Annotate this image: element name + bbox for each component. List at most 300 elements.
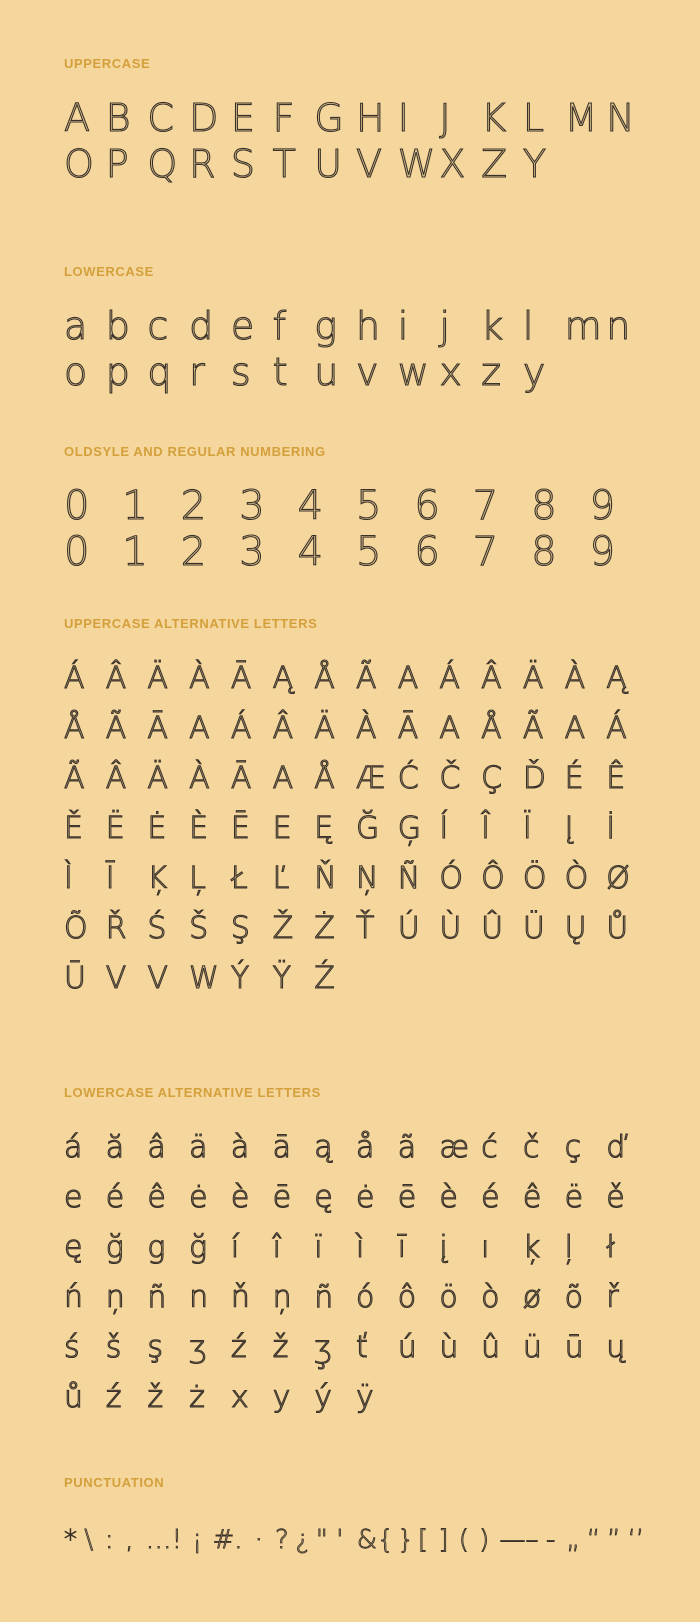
glyph: Ņ [356, 861, 379, 896]
section-uppercase [64, 56, 648, 188]
glyph: N [606, 96, 635, 140]
glyph: Ł [230, 861, 248, 896]
glyph: ! [171, 1525, 183, 1555]
glyph: ē [272, 1180, 292, 1215]
glyph: E [230, 96, 255, 140]
glyph: B [105, 96, 131, 140]
glyph: n [189, 1280, 209, 1315]
glyph: e [230, 304, 255, 348]
glyph: Ā [230, 661, 252, 696]
glyph: 0 [64, 483, 90, 529]
glyph: ç [564, 1130, 582, 1165]
glyph: Î [481, 811, 490, 846]
glyph: Á [606, 711, 627, 746]
glyph: Ū [64, 961, 86, 996]
glyph: T [272, 142, 296, 186]
glyph: ú [397, 1330, 417, 1365]
glyph: Q [147, 142, 178, 186]
glyph: ż [189, 1380, 205, 1415]
glyph: į [439, 1230, 448, 1265]
glyph-row [64, 706, 648, 756]
glyph: z [481, 350, 502, 394]
glyph: ž [272, 1330, 289, 1365]
glyph: Ř [105, 911, 127, 946]
glyph: … [145, 1525, 172, 1555]
glyph: À [189, 761, 210, 796]
glyph: Ü [522, 911, 545, 946]
glyph: i [397, 304, 409, 348]
glyph: Ï [522, 811, 532, 846]
glyph: í [230, 1230, 240, 1265]
glyph: F [272, 96, 295, 140]
glyph-row [64, 484, 648, 530]
glyph: V [105, 961, 127, 996]
glyph: ă [105, 1130, 125, 1165]
glyph: H [356, 96, 385, 140]
glyph: R [189, 142, 216, 186]
glyph: Ä [314, 711, 335, 746]
glyph-row [64, 856, 648, 906]
glyph: Ø [606, 861, 630, 896]
glyph: p [105, 350, 130, 394]
glyph: M [564, 96, 598, 140]
glyph: 8 [531, 483, 557, 529]
glyph: ʒ [189, 1330, 207, 1365]
glyph: å [356, 1130, 375, 1165]
glyph: G [314, 96, 344, 140]
glyph: ů [64, 1380, 84, 1415]
glyph: j [439, 304, 450, 348]
glyph: ğ [105, 1230, 124, 1265]
section-label: UPPERCASE ALTERNATIVE LETTERS [64, 616, 318, 631]
glyph: Ä [147, 661, 168, 696]
glyph: ņ [272, 1280, 292, 1315]
glyph: Õ [64, 911, 88, 946]
glyph: Ě [64, 811, 83, 846]
section-label: LOWERCASE ALTERNATIVE LETTERS [64, 1085, 321, 1100]
glyph: ļ [564, 1230, 573, 1265]
glyph: û [481, 1330, 501, 1365]
glyph: 2 [180, 529, 207, 575]
glyph: á [64, 1130, 83, 1165]
glyph: [ [417, 1525, 429, 1555]
glyph: 3 [239, 529, 265, 575]
glyph: Ù [439, 911, 462, 946]
glyph: Ę [314, 811, 334, 846]
glyph: : [104, 1525, 114, 1555]
glyph: Y [522, 142, 547, 186]
glyph: Ā [147, 711, 168, 746]
glyph: À [356, 711, 377, 746]
glyph: a [64, 304, 88, 348]
glyph: Ã [105, 711, 127, 746]
glyph: ı [481, 1230, 490, 1265]
glyph: Ä [147, 761, 168, 796]
glyph: ź [230, 1330, 247, 1365]
glyph: ý [314, 1380, 333, 1415]
glyph: ė [356, 1180, 375, 1215]
glyph: U [314, 142, 343, 186]
glyph: v [356, 350, 379, 394]
glyph: 5 [356, 529, 382, 575]
glyph: d [189, 304, 214, 348]
glyph: Ā [397, 711, 419, 746]
glyph: ] [438, 1525, 449, 1555]
glyph: Á [439, 661, 460, 696]
glyph: “ [586, 1525, 601, 1555]
glyph: 9 [589, 483, 616, 529]
glyph: ä [189, 1130, 208, 1165]
glyph: * [64, 1525, 77, 1555]
glyph: A [439, 711, 460, 746]
glyph: Â [105, 761, 127, 796]
glyph: â [147, 1130, 166, 1165]
glyph: Ì [64, 861, 73, 896]
glyph: î [272, 1230, 281, 1265]
glyph: S [230, 142, 255, 186]
glyph: t [272, 350, 288, 394]
glyph: ł [606, 1230, 615, 1265]
glyph: ų [606, 1330, 626, 1365]
glyph: Ã [522, 711, 544, 746]
glyph: 8 [531, 529, 557, 575]
glyph: D [189, 96, 219, 140]
glyph: ê [522, 1180, 542, 1215]
glyph: 7 [472, 483, 499, 529]
glyph: č [522, 1130, 540, 1165]
section-label: LOWERCASE [64, 264, 154, 279]
glyph: Ķ [147, 861, 168, 896]
glyph: À [564, 661, 586, 696]
glyph: O [64, 142, 94, 186]
glyph: 4 [297, 529, 324, 575]
glyph: À [189, 661, 210, 696]
glyph: é [105, 1180, 125, 1215]
glyph: 4 [297, 483, 324, 529]
glyph: Å [314, 661, 335, 696]
glyph: \ [84, 1525, 94, 1555]
glyph: É [564, 761, 584, 796]
glyph: " [315, 1525, 328, 1555]
glyph: ñ [147, 1280, 167, 1315]
glyph: Ą [606, 661, 627, 696]
glyph-row [64, 1375, 648, 1425]
glyph-row [64, 906, 648, 956]
glyph: A [64, 96, 90, 140]
glyph: ž [147, 1380, 164, 1415]
section-lowercase-alternative-letters [64, 1085, 648, 1425]
glyph: ę [314, 1180, 333, 1215]
glyph: Ó [439, 861, 464, 896]
glyph: Ų [564, 911, 587, 946]
glyph: Ô [481, 861, 505, 896]
glyph: ì [356, 1230, 365, 1265]
glyph: Ë [105, 811, 125, 846]
glyph: # [212, 1525, 235, 1555]
glyph: 3 [239, 483, 265, 529]
glyph: ā [272, 1130, 291, 1165]
glyph: 6 [414, 483, 440, 529]
glyph: Ļ [189, 861, 206, 896]
glyph: ć [481, 1130, 498, 1165]
glyph-row [64, 142, 648, 188]
glyph: Ī [105, 861, 115, 896]
glyph: Ý [230, 961, 250, 996]
glyph: ü [522, 1330, 542, 1365]
glyph: ń [64, 1280, 84, 1315]
glyph: P [105, 142, 129, 186]
glyph: Ò [564, 861, 589, 896]
glyph: ē [397, 1180, 417, 1215]
glyph: — [499, 1525, 526, 1555]
glyph: Ğ [356, 811, 380, 846]
glyph: š [105, 1330, 122, 1365]
glyph-row [64, 1275, 648, 1325]
glyph: ą [314, 1130, 333, 1165]
glyph: q [147, 350, 172, 394]
sections-container [64, 56, 648, 1569]
glyph: Į [564, 811, 574, 846]
glyph: g [147, 1230, 166, 1265]
glyph-row [64, 806, 648, 856]
glyph: Å [481, 711, 502, 746]
glyph: w [397, 350, 429, 394]
glyph: ş [147, 1330, 164, 1365]
glyph: L [522, 96, 545, 140]
glyph: ě [606, 1180, 625, 1215]
glyph: X [439, 142, 466, 186]
glyph-row [64, 350, 648, 396]
glyph: ' [336, 1525, 344, 1555]
glyph: Á [64, 661, 85, 696]
glyph: E [272, 811, 292, 846]
glyph: Ÿ [272, 961, 291, 996]
glyph: İ [606, 811, 616, 846]
glyph: ÿ [356, 1380, 374, 1415]
glyph: n [606, 304, 631, 348]
glyph: 1 [122, 483, 148, 529]
glyph: Ā [230, 761, 252, 796]
glyph: W [189, 961, 219, 996]
glyph: ‘’ [627, 1525, 645, 1555]
glyph-row [64, 1125, 648, 1175]
glyph: Å [314, 761, 335, 796]
glyph-row [64, 96, 648, 142]
glyph: Ą [272, 661, 294, 696]
glyph: J [439, 96, 451, 140]
glyph: Ľ [272, 861, 290, 896]
glyph: W [397, 142, 436, 186]
glyph: h [356, 304, 381, 348]
glyph: ø [522, 1280, 542, 1315]
glyph: ” [607, 1525, 621, 1555]
section-uppercase-alternative-letters [64, 616, 648, 1006]
glyph: ¿ [295, 1525, 310, 1555]
glyph-row [64, 1515, 648, 1569]
glyph-row [64, 956, 648, 1006]
glyph: A [189, 711, 210, 746]
glyph: ö [439, 1280, 458, 1315]
glyph: ë [564, 1180, 584, 1215]
glyph: Ż [314, 911, 335, 946]
glyph: Ť [356, 911, 375, 946]
glyph: Ú [397, 911, 420, 946]
glyph: . [234, 1525, 243, 1555]
glyph: Â [481, 661, 502, 696]
section-label: UPPERCASE [64, 56, 151, 71]
glyph: ť [356, 1330, 368, 1365]
glyph: õ [564, 1280, 583, 1315]
glyph: Ģ [397, 811, 421, 846]
glyph: K [481, 96, 507, 140]
glyph: Ň [314, 861, 337, 896]
glyph: ź [105, 1380, 122, 1415]
glyph: & [356, 1525, 377, 1555]
glyph: ī [397, 1230, 407, 1265]
glyph: – [525, 1525, 539, 1555]
glyph: ê [147, 1180, 166, 1215]
glyph: y [272, 1380, 291, 1415]
glyph: } [397, 1525, 415, 1555]
glyph: Æ [356, 761, 386, 796]
glyph: ô [397, 1280, 417, 1315]
glyph: l [522, 304, 534, 348]
glyph: Ñ [397, 861, 421, 896]
section-punctuation [64, 1475, 648, 1569]
glyph: ( [458, 1525, 469, 1555]
glyph-row [64, 1175, 648, 1225]
glyph: A [564, 711, 586, 746]
section-label: PUNCTUATION [64, 1475, 165, 1490]
glyph: 1 [122, 529, 148, 575]
glyph: g [314, 304, 338, 348]
glyph: Í [439, 811, 449, 846]
glyph: Ê [606, 761, 626, 796]
glyph: Ã [356, 661, 377, 696]
glyph-row [64, 656, 648, 706]
glyph: m [564, 304, 602, 348]
section-oldsyle-and-regular-numbering [64, 444, 648, 576]
glyph: Z [481, 142, 508, 186]
glyph: f [272, 304, 286, 348]
glyph-row [64, 530, 648, 576]
glyph: Ç [481, 761, 503, 796]
glyph: é [481, 1180, 500, 1215]
glyph: Ė [147, 811, 167, 846]
glyph: Ś [147, 911, 167, 946]
glyph: x [439, 350, 462, 394]
glyph: C [147, 96, 174, 140]
glyph: ï [314, 1230, 323, 1265]
glyph: 5 [356, 483, 382, 529]
glyph: Ē [230, 811, 250, 846]
glyph: ņ [105, 1280, 125, 1315]
glyph: æ [439, 1130, 469, 1165]
glyph: ň [230, 1280, 250, 1315]
glyph: b [105, 304, 130, 348]
glyph: ) [479, 1525, 490, 1555]
glyph: Ů [606, 911, 629, 946]
glyph: 7 [472, 529, 499, 575]
section-lowercase [64, 264, 648, 396]
glyph: r [189, 350, 205, 394]
glyph: ś [64, 1330, 80, 1365]
glyph: Č [439, 761, 461, 796]
glyph: { [377, 1525, 394, 1555]
glyph: ď [606, 1130, 626, 1165]
glyph: y [522, 350, 546, 394]
glyph: Á [230, 711, 252, 746]
glyph: u [314, 350, 339, 394]
glyph: ř [606, 1280, 619, 1315]
section-label: OLDSYLE AND REGULAR NUMBERING [64, 444, 326, 459]
glyph: „ [566, 1525, 580, 1555]
glyph: Ď [522, 761, 546, 796]
glyph: Ć [397, 761, 419, 796]
glyph: È [189, 811, 209, 846]
glyph: k [481, 304, 504, 348]
glyph: ? [275, 1525, 289, 1555]
glyph: Ö [522, 861, 547, 896]
glyph: c [147, 304, 169, 348]
glyph-row [64, 304, 648, 350]
glyph: ė [189, 1180, 208, 1215]
glyph: s [230, 350, 251, 394]
glyph: à [230, 1130, 250, 1165]
glyph: ʒ̧ [314, 1330, 332, 1365]
glyph: 2 [180, 483, 207, 529]
glyph: V [147, 961, 168, 996]
glyph: Â [105, 661, 127, 696]
glyph: ò [481, 1280, 500, 1315]
glyph: ū [564, 1330, 584, 1365]
glyph: ó [356, 1280, 375, 1315]
glyph: A [397, 661, 419, 696]
glyph-row [64, 1225, 648, 1275]
glyph: Å [64, 711, 85, 746]
glyph: ¡ [192, 1525, 203, 1555]
glyph: è [439, 1180, 458, 1215]
glyph: V [356, 142, 382, 186]
glyph: I [397, 96, 409, 140]
glyph: 9 [589, 529, 616, 575]
glyph: ñ [314, 1280, 334, 1315]
glyph: è [230, 1180, 250, 1215]
glyph: Ş [230, 911, 250, 946]
glyph-row [64, 1325, 648, 1375]
glyph: Ž [272, 911, 294, 946]
glyph: o [64, 350, 88, 394]
glyph: ã [397, 1130, 417, 1165]
glyph: ķ [522, 1230, 541, 1265]
glyph-row [64, 756, 648, 806]
glyph: 6 [414, 529, 440, 575]
glyph: A [272, 761, 294, 796]
glyph: e [64, 1180, 83, 1215]
glyph: ę [64, 1230, 83, 1265]
glyph: ğ [189, 1230, 208, 1265]
glyph: 0 [64, 529, 90, 575]
glyph: x [230, 1380, 249, 1415]
glyph: Ã [64, 761, 85, 796]
glyph: Â [272, 711, 294, 746]
glyph: - [545, 1525, 556, 1555]
glyph: Ź [314, 961, 335, 996]
glyph: Û [481, 911, 504, 946]
glyph: Š [189, 911, 209, 946]
glyph: ù [439, 1330, 459, 1365]
glyph: , [125, 1525, 134, 1555]
